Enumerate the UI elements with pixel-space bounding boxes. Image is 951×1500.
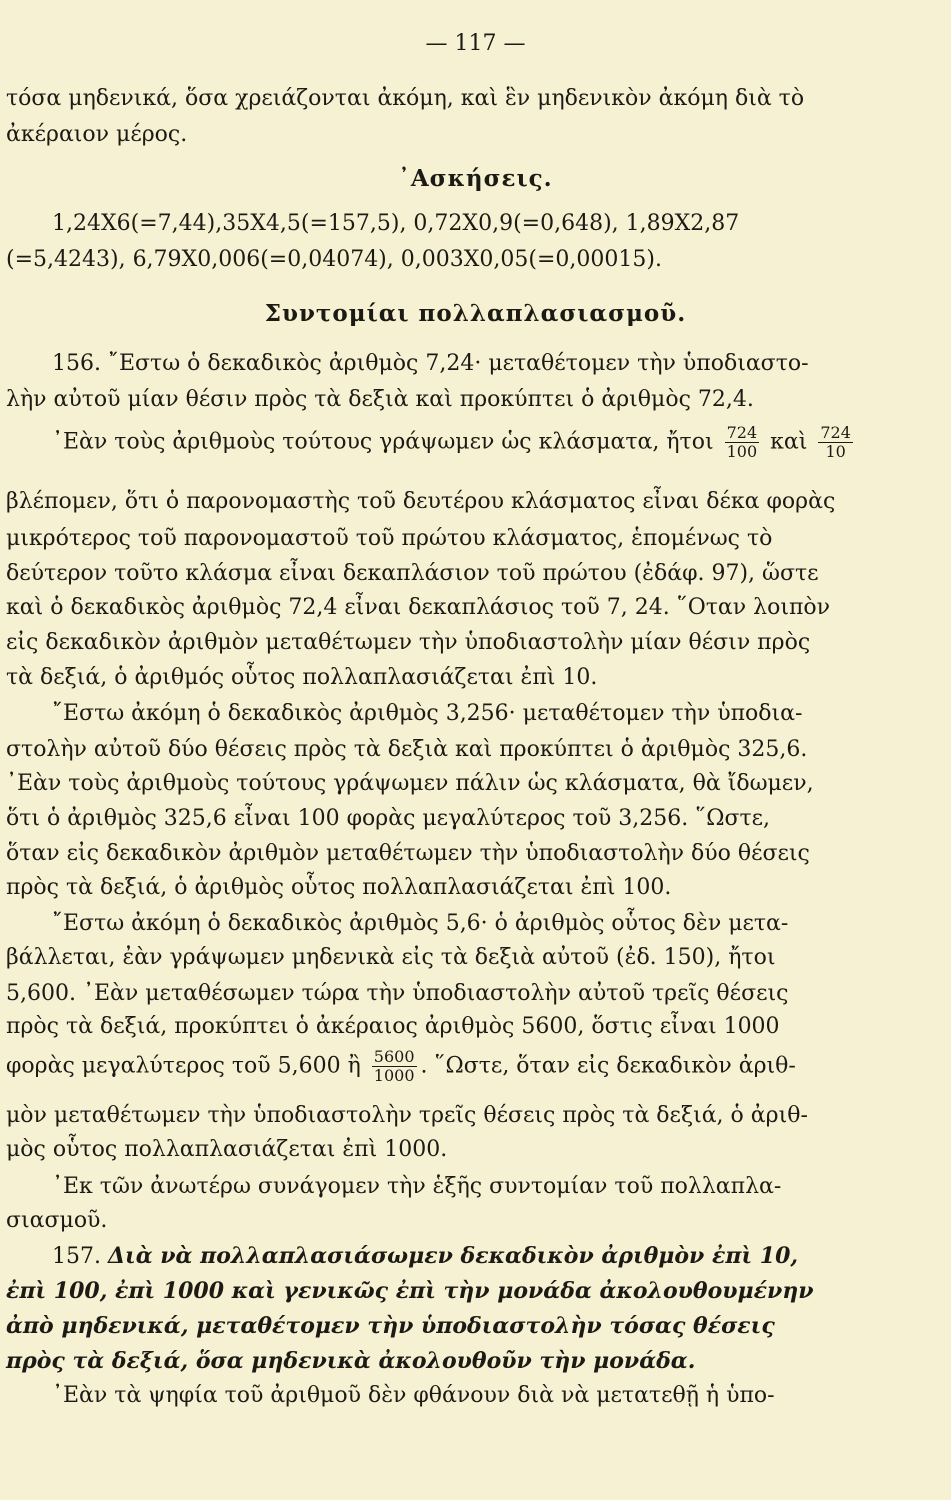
text-segment: καὶ — [770, 429, 808, 455]
text-segment: ᾿Εὰν τοὺς ἀριθμοὺς τούτους γράψωμεν ὡς κλάσματα, ἤτοι — [52, 429, 714, 455]
text-line: ὅτι ὁ ἀριθμὸς 325,6 εἶναι 100 φορὰς μεγαλύτερος τοῦ 3,256. ῞Ωστε, — [6, 806, 771, 831]
rule-text: Διὰ νὰ πολλαπλασιάσωμεν δεκαδικὸν ἀριθμὸν ἐπὶ 10, — [107, 1243, 799, 1269]
fraction — [818, 424, 853, 461]
text-line: βλέπομεν, ὅτι ὁ παρονομαστὴς τοῦ δευτέρου κλάσματος εἶναι δέκα φορὰς — [6, 489, 836, 514]
text-line: καὶ ὁ δεκαδικὸς ἀριθμὸς 72,4 εἶναι δεκαπλάσιος τοῦ 7, 24. ῞Οταν λοιπὸν — [6, 595, 831, 620]
text-line: εἰς δεκαδικὸν ἀριθμὸν μεταθέτωμεν τὴν ὑποδιαστολὴν μίαν θέσιν πρὸς — [6, 630, 811, 655]
text-line: (=5,4243), 6,79X0,006(=0,04074), 0,003X0,05(=0,00015). — [6, 247, 662, 272]
text-line: σιασμοῦ. — [6, 1208, 108, 1233]
text-line: ῎Εστω ἀκόμη ὁ δεκαδικὸς ἀριθμὸς 3,256· μεταθέτομεν τὴν ὑποδια- — [52, 701, 803, 726]
paragraph-number: 157. — [52, 1244, 101, 1269]
fraction — [372, 1048, 417, 1085]
section-heading: Συντομίαι πολλαπλασιασμοῦ. — [264, 300, 687, 327]
text-line: στολὴν αὐτοῦ δύο θέσεις πρὸς τὰ δεξιὰ καὶ προκύπτει ὁ ἀριθμὸς 325,6. — [6, 737, 808, 762]
text-line: δεύτερον τοῦτο κλάσμα εἶναι δεκαπλάσιον τοῦ πρώτου (ἐδάφ. 97), ὥστε — [6, 561, 819, 586]
fraction — [725, 424, 760, 461]
page-number: — 117 — — [425, 31, 526, 56]
rule-text: ἀπὸ μηδενικά, μεταθέτομεν τὴν ὑποδιαστολὴν τόσας θέσεις — [6, 1313, 775, 1339]
text-line: μὸν μεταθέτωμεν τὴν ὑποδιαστολὴν τρεῖς θέσεις πρὸς τὰ δεξιά, ὁ ἀριθ- — [6, 1103, 808, 1128]
text-line: μικρότερος τοῦ παρονομαστοῦ τοῦ πρώτου κλάσματος, ἑπομένως τὸ — [6, 526, 773, 551]
text-line: 5,600. ᾿Εὰν μεταθέσωμεν τώρα τὴν ὑποδιαστολὴν αὐτοῦ τρεῖς θέσεις — [6, 981, 789, 1006]
text-line: τὰ δεξιά, ὁ ἀριθμός οὗτος πολλαπλασιάζεται ἐπὶ 10. — [6, 665, 598, 690]
text-line: ᾿Εὰν τὰ ψηφία τοῦ ἀριθμοῦ δὲν φθάνουν διὰ νὰ μετατεθῇ ἡ ὑπο- — [52, 1383, 775, 1408]
fraction-numerator: 5600 — [373, 1047, 415, 1066]
text-line: πρὸς τὰ δεξιά, προκύπτει ὁ ἀκέραιος ἀριθμὸς 5600, ὅστις εἶναι 1000 — [6, 1014, 780, 1039]
fraction-denominator: 100 — [726, 442, 758, 461]
text-line-with-fractions — [0, 424, 951, 461]
text-line-with-fraction — [0, 1048, 951, 1085]
text-line: βάλλεται, ἐὰν γράψωμεν μηδενικὰ εἰς τὰ δεξιὰ αὐτοῦ (ἐδ. 150), ἤτοι — [6, 945, 776, 970]
text-line: ῎Εστω ἀκόμη ὁ δεκαδικὸς ἀριθμὸς 5,6· ὁ ἀριθμὸς οὗτος δὲν μετα- — [52, 911, 789, 936]
rule-text: πρὸς τὰ δεξιά, ὅσα μηδενικὰ ἀκολουθοῦν τὴν μονάδα. — [6, 1348, 696, 1374]
rule-line — [0, 1242, 951, 1271]
exercises-heading: ᾿Ασκήσεις. — [398, 165, 553, 192]
fraction-numerator: 724 — [726, 423, 758, 442]
text-line: ὅταν εἰς δεκαδικὸν ἀριθμὸν μεταθέτωμεν τὴν ὑποδιαστολὴν δύο θέσεις — [6, 841, 810, 866]
text-line: ᾿Εὰν τοὺς ἀριθμοὺς τούτους γράψωμεν πάλιν ὡς κλάσματα, θὰ ἴδωμεν, — [6, 771, 814, 796]
fraction-denominator: 10 — [825, 442, 846, 461]
fraction-denominator: 1000 — [373, 1066, 415, 1085]
text-line: 156. ῎Εστω ὁ δεκαδικὸς ἀριθμὸς 7,24· μεταθέτομεν τὴν ὑποδιαστο- — [52, 351, 809, 376]
text-line: ἀκέραιον μέρος. — [6, 122, 188, 147]
text-line: λὴν αὐτοῦ μίαν θέσιν πρὸς τὰ δεξιὰ καὶ προκύπτει ὁ ἀριθμὸς 72,4. — [6, 387, 754, 412]
fraction-numerator: 724 — [820, 423, 851, 442]
text-line: ᾿Εκ τῶν ἀνωτέρω συνάγομεν τὴν ἑξῆς συντομίαν τοῦ πολλαπλα- — [52, 1174, 782, 1199]
text-segment: . ῞Ωστε, ὅταν εἰς δεκαδικὸν ἀριθ- — [420, 1053, 796, 1079]
text-line: 1,24X6(=7,44),35X4,5(=157,5), 0,72X0,9(=0,648), 1,89X2,87 — [52, 211, 740, 236]
text-line: μὸς οὗτος πολλαπλασιάζεται ἐπὶ 1000. — [6, 1137, 448, 1162]
text-line: τόσα μηδενικά, ὅσα χρειάζονται ἀκόμη, καὶ ἓν μηδενικὸν ἀκόμη διὰ τὸ — [6, 86, 805, 111]
rule-text: ἐπὶ 100, ἐπὶ 1000 καὶ γενικῶς ἐπὶ τὴν μονάδα ἀκολουθουμένην — [6, 1278, 814, 1304]
text-line: πρὸς τὰ δεξιά, ὁ ἀριθμὸς οὗτος πολλαπλασιάζεται ἐπὶ 100. — [6, 875, 672, 900]
text-segment: φορὰς μεγαλύτερος τοῦ 5,600 ἢ — [6, 1053, 361, 1079]
